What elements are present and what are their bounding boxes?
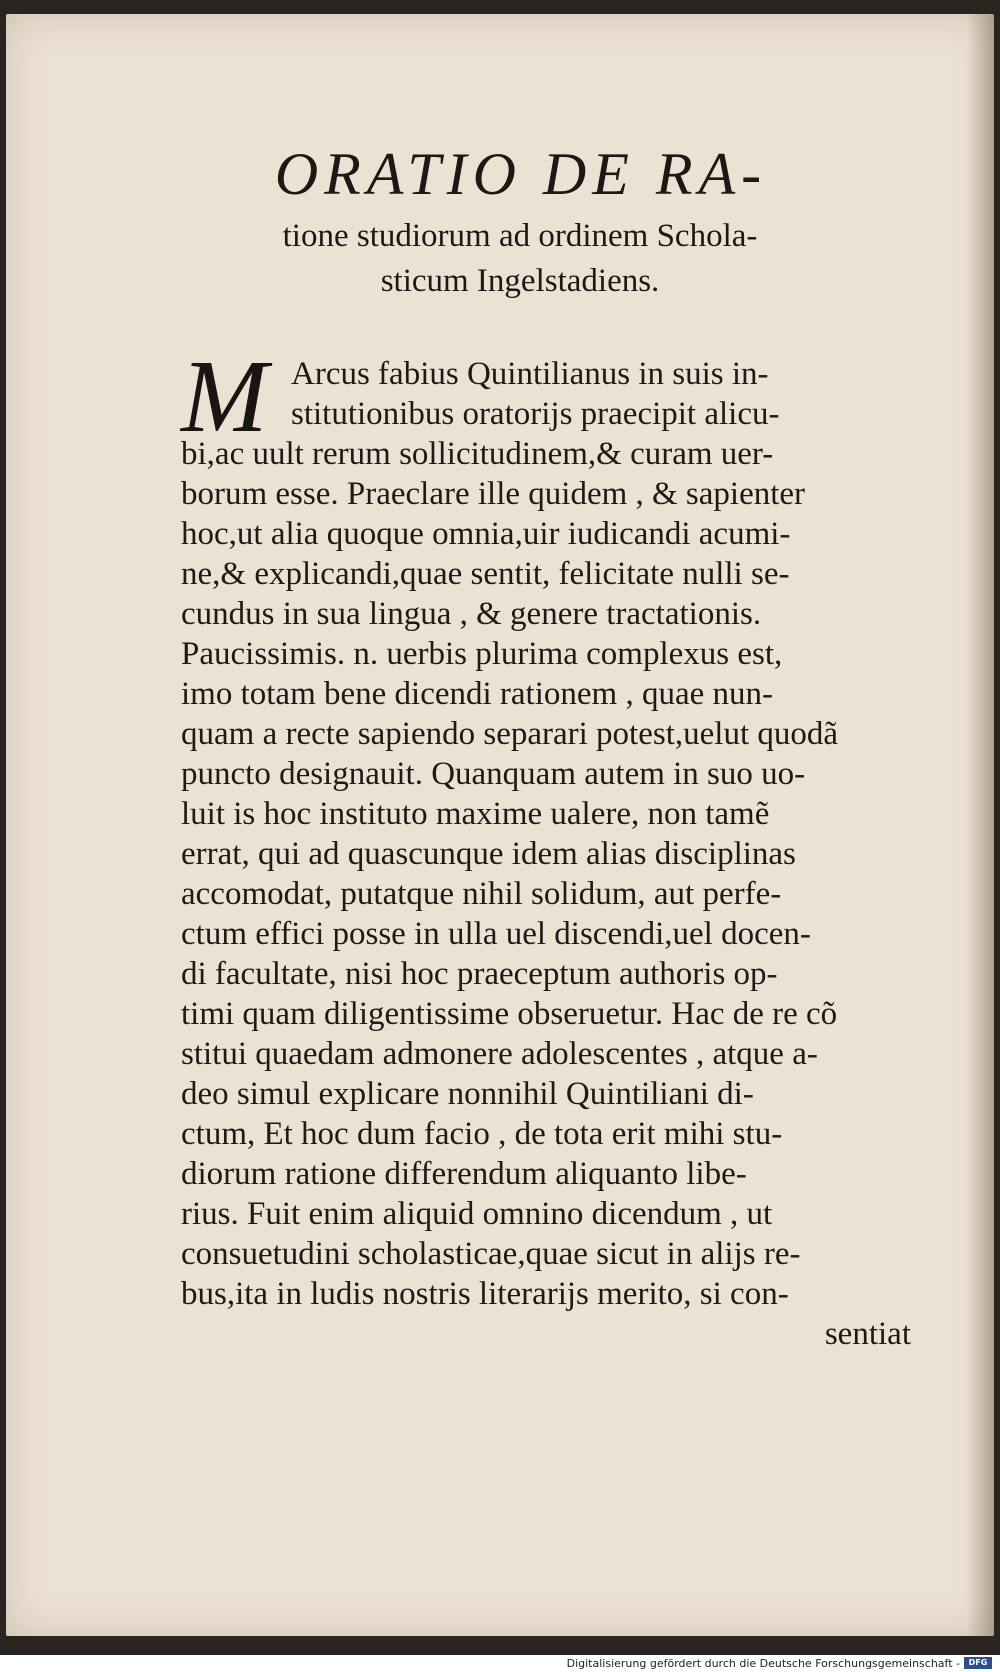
dfg-logo: DFG	[964, 1657, 992, 1669]
text-line: bi,ac uult rerum sollicitudinem,& curam uer-	[181, 436, 774, 472]
text-line: puncto designauit. Quanquam autem in suo uo-	[181, 756, 806, 792]
digitization-credit: Digitalisierung gefördert durch die Deutsche Forschungsgemeinschaft -	[566, 1657, 960, 1670]
text-line: cundus in sua lingua , & genere tractationis.	[181, 596, 762, 632]
title-line-3: sticum Ingelstadiens.	[380, 263, 660, 299]
drop-initial: M	[181, 339, 268, 454]
text-line: stitutionibus oratorijs praecipit alicu-	[291, 396, 780, 432]
text-line: consuetudini scholasticae,quae sicut in alijs re-	[181, 1236, 801, 1272]
oration-title	[6, 134, 994, 304]
text-line: rius. Fuit enim aliquid omnino dicendum , ut	[181, 1196, 773, 1232]
book-page	[6, 14, 994, 1636]
text-line: ctum effici posse in ulla uel discendi,uel docen-	[181, 916, 811, 952]
text-line: deo simul explicare nonnihil Quintiliani di-	[181, 1076, 754, 1112]
text-line: imo totam bene dicendi rationem , quae nun-	[181, 676, 773, 712]
text-line: Arcus fabius Quintilianus in suis in-	[291, 356, 769, 392]
text-line: luit is hoc instituto maxime ualere, non tamẽ	[181, 796, 770, 832]
text-line: stitui quaedam admonere adolescentes , atque a-	[181, 1036, 818, 1072]
text-line: errat, qui ad quascunque idem alias disciplinas	[181, 836, 796, 872]
text-line: diorum ratione differendum aliquanto libe-	[181, 1156, 747, 1192]
body-text	[181, 339, 921, 1354]
text-line: timi quam diligentissime obseruetur. Hac de re cõ	[181, 996, 838, 1032]
text-line: bus,ita in ludis nostris literarijs merito, si con-	[181, 1276, 789, 1312]
text-line: accomodat, putatque nihil solidum, aut perfe-	[181, 876, 782, 912]
text-line: di facultate, nisi hoc praeceptum authoris op-	[181, 956, 778, 992]
text-line: Paucissimis. n. uerbis plurima complexus est,	[181, 636, 783, 672]
text-line: borum esse. Praeclare ille quidem , & sapienter	[181, 476, 806, 512]
title-line-1: ORATIO DE RA-	[274, 141, 768, 207]
text-line: hoc,ut alia quoque omnia,uir iudicandi acumi-	[181, 516, 791, 552]
title-line-2: tione studiorum ad ordinem Schola-	[282, 218, 758, 254]
text-line: ne,& explicandi,quae sentit, felicitate nulli se-	[181, 556, 790, 592]
catchword: sentiat	[824, 1316, 911, 1352]
text-line: quam a recte sapiendo separari potest,uelut quodã	[181, 716, 839, 752]
text-line: ctum, Et hoc dum facio , de tota erit mihi stu-	[181, 1116, 783, 1152]
